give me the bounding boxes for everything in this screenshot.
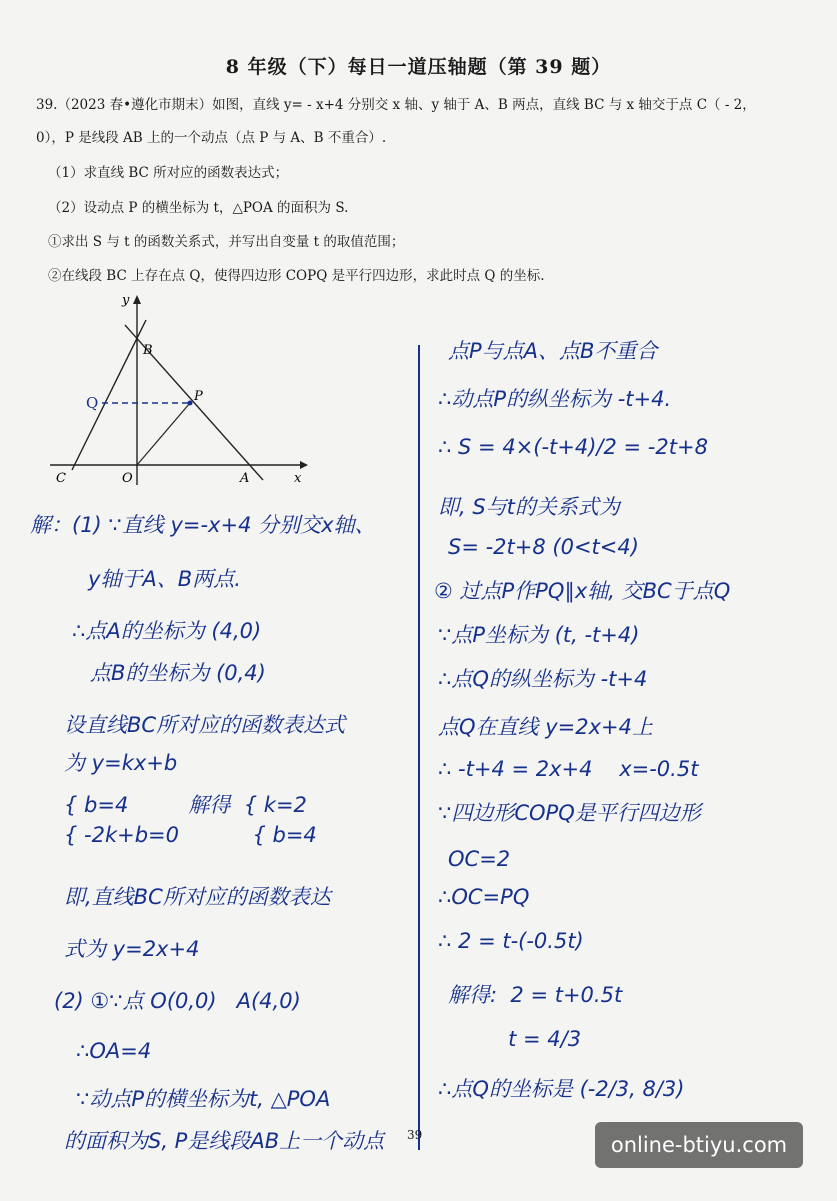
- right-solution-line: ∴ S = 4×(-t+4)/2 = -2t+8: [438, 435, 708, 459]
- y-axis-arrow: [133, 295, 141, 304]
- right-solution-line: ∵点P坐标为 (t, -t+4): [438, 623, 640, 647]
- left-solution-line: y轴于A、B两点.: [88, 567, 241, 591]
- left-solution-line: 设直线BC所对应的函数表达式: [64, 713, 346, 737]
- label-c: C: [56, 471, 66, 486]
- right-solution-line: S= -2t+8 (0<t<4): [448, 535, 639, 559]
- left-solution-line: 解：(1) ∵直线 y=-x+4 分别交x轴、: [30, 513, 376, 537]
- left-solution-line: ∵动点P的横坐标为t, △POA: [76, 1087, 331, 1111]
- left-solution-line: { -2k+b=0 { b=4: [64, 823, 317, 847]
- label-x: x: [294, 471, 302, 486]
- right-solution-line: ② 过点P作PQ∥x轴, 交BC于点Q: [434, 579, 731, 603]
- watermark-badge: online-btiyu.com: [595, 1122, 803, 1168]
- x-axis-arrow: [300, 461, 308, 469]
- page-number: 39: [407, 1128, 423, 1142]
- left-solution-line: 即,直线BC所对应的函数表达: [64, 885, 331, 909]
- right-solution-line: t = 4/3: [448, 1027, 582, 1051]
- question-2a: ①求出 S 与 t 的函数关系式，并写出自变量 t 的取值范围；: [48, 234, 405, 250]
- segment-op: [137, 403, 190, 465]
- label-o: O: [122, 471, 133, 486]
- right-solution-line: ∴点Q的坐标是 (-2/3, 8/3): [438, 1077, 685, 1101]
- left-solution-line: (2) ①∵点 O(0,0) A(4,0): [54, 989, 301, 1013]
- left-solution-line: 式为 y=2x+4: [64, 937, 200, 961]
- label-q: Q: [86, 394, 99, 412]
- left-solution-line: 点B的坐标为 (0,4): [90, 661, 266, 685]
- problem-line-2: 0），P 是线段 AB 上的一个动点（点 P 与 A、B 不重合）.: [36, 130, 387, 146]
- right-solution-line: ∵四边形COPQ是平行四边形: [438, 801, 701, 825]
- label-a: A: [240, 471, 250, 486]
- point-p: [188, 401, 193, 406]
- problem-line-1: 39.（2023 春•遵化市期末）如图，直线 y= - x+4 分别交 x 轴、y 轴于 A、B 两点，直线 BC 与 x 轴交于点 C（ - 2，: [36, 97, 756, 113]
- right-solution-line: ∴ 2 = t-(-0.5t): [438, 929, 584, 953]
- right-solution-line: 即, S与t的关系式为: [438, 495, 620, 519]
- right-solution-line: ∴动点P的纵坐标为 -t+4.: [438, 387, 672, 411]
- label-y: y: [122, 293, 130, 308]
- left-solution-line: { b=4 解得 { k=2: [64, 793, 307, 817]
- label-b: B: [143, 343, 153, 358]
- right-solution-line: OC=2: [448, 847, 511, 871]
- label-p: P: [194, 389, 203, 404]
- right-solution-line: 解得: 2 = t+0.5t: [448, 983, 623, 1007]
- question-2b: ②在线段 BC 上存在点 Q，使得四边形 COPQ 是平行四边形，求此时点 Q 的坐标.: [48, 268, 545, 284]
- column-divider: [418, 345, 420, 1150]
- question-1: （1）求直线 BC 所对应的函数表达式；: [48, 165, 289, 181]
- left-solution-line: 的面积为S, P是线段AB上一个动点: [64, 1129, 385, 1153]
- line-bc: [72, 320, 146, 470]
- left-solution-line: 为 y=kx+b: [64, 751, 178, 775]
- question-2: （2）设动点 P 的横坐标为 t，△POA 的面积为 S.: [48, 200, 349, 216]
- page-title: 8 年级（下）每日一道压轴题（第 39 题）: [225, 56, 612, 78]
- right-solution-line: ∴ -t+4 = 2x+4 x=-0.5t: [438, 757, 699, 781]
- right-solution-line: ∴OC=PQ: [438, 885, 530, 909]
- geometry-figure: [50, 290, 310, 490]
- right-solution-line: 点P与点A、点B不重合: [448, 339, 658, 363]
- right-solution-line: 点Q在直线 y=2x+4上: [438, 715, 653, 739]
- right-solution-line: ∴点Q的纵坐标为 -t+4: [438, 667, 648, 691]
- left-solution-line: ∴点A的坐标为 (4,0): [72, 619, 262, 643]
- left-solution-line: ∴OA=4: [76, 1039, 152, 1063]
